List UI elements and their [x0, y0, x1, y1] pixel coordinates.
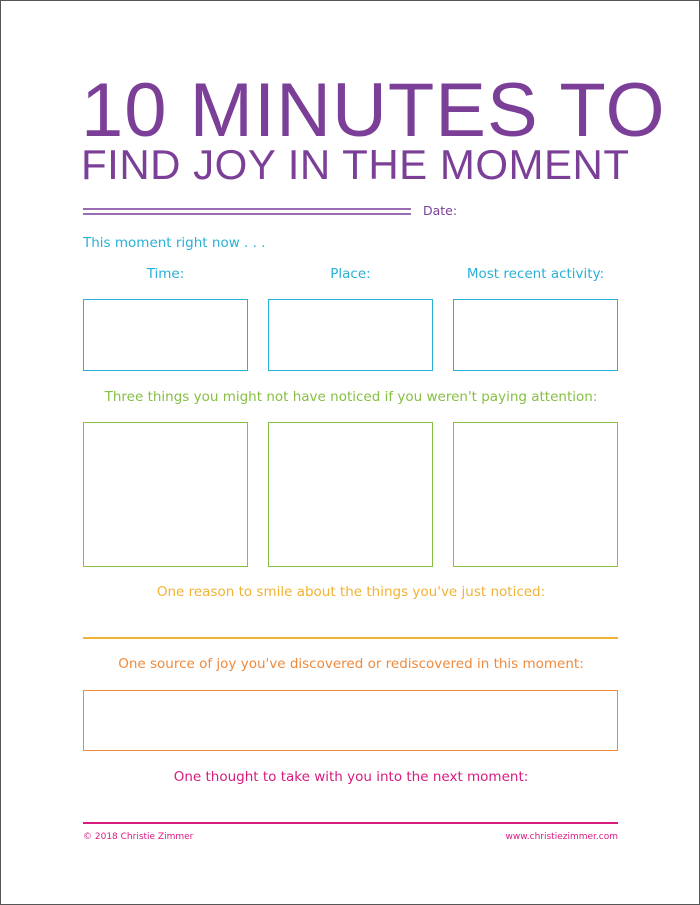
copyright-text: © 2018 Christie Zimmer: [83, 832, 194, 842]
three-things-heading: Three things you might not have noticed if you weren't paying attention:: [104, 389, 598, 405]
title-line-2: FIND JOY IN THE MOMENT: [81, 141, 630, 188]
next-thought-answer-line[interactable]: [83, 822, 618, 824]
section-this-moment-heading: This moment right now . . .: [83, 235, 266, 251]
source-of-joy-heading: One source of joy you've discovered or rediscovered in this moment:: [118, 656, 584, 672]
divider-line-top: [83, 208, 411, 210]
source-of-joy-box[interactable]: [83, 690, 618, 751]
thing-box-1[interactable]: [83, 422, 248, 567]
time-label: Time:: [146, 266, 185, 282]
place-label: Place:: [330, 266, 371, 282]
place-box[interactable]: [268, 299, 433, 371]
reason-answer-line[interactable]: [83, 637, 618, 639]
thing-box-2[interactable]: [268, 422, 433, 567]
divider-line-bottom: [83, 213, 411, 215]
time-box[interactable]: [83, 299, 248, 371]
activity-box[interactable]: [453, 299, 618, 371]
thing-box-3[interactable]: [453, 422, 618, 567]
website-link[interactable]: www.christiezimmer.com: [505, 832, 618, 842]
title-line-1: 10 MINUTES TO: [81, 68, 666, 153]
date-label: Date:: [423, 203, 458, 218]
next-thought-heading: One thought to take with you into the next moment:: [173, 769, 529, 785]
reason-to-smile-heading: One reason to smile about the things you've just noticed:: [156, 584, 546, 600]
activity-label: Most recent activity:: [466, 266, 605, 282]
